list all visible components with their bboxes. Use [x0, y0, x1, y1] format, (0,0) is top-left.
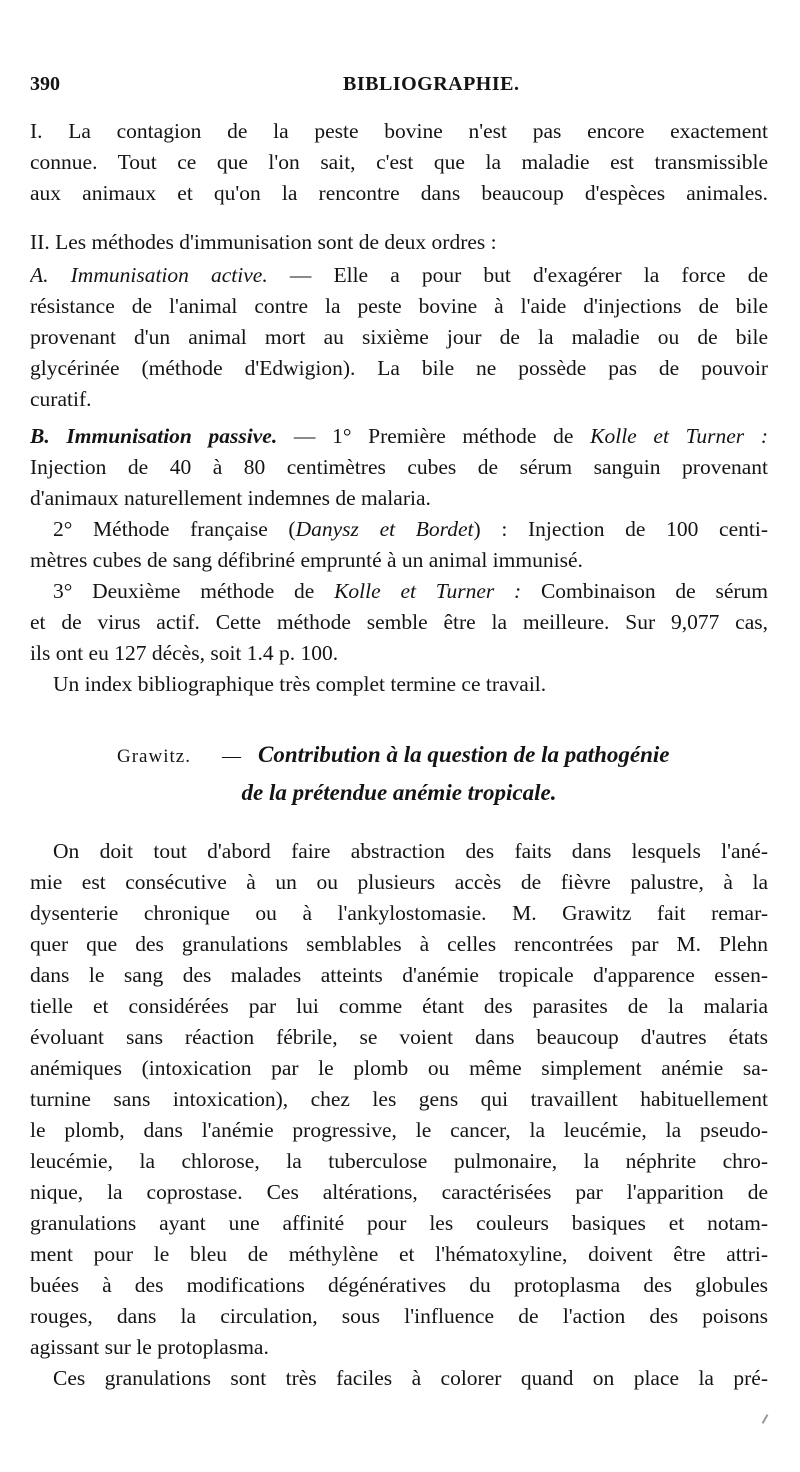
paragraph-line: On doit tout d'abord faire abstraction des faits dans lesquels l'ané- — [53, 839, 768, 863]
paragraph-line: le plomb, dans l'anémie progressive, le cancer, la leucémie, la pseudo- — [30, 1118, 768, 1142]
method2-first-line — [53, 514, 768, 544]
author-names: Kolle et Turner : — [590, 424, 768, 448]
paragraph-line: provenant d'un animal mort au sixième jour de la maladie ou de bile — [30, 325, 768, 349]
paragraph-line: curatif. — [30, 387, 92, 411]
paragraph-line: I. La contagion de la peste bovine n'est pas encore exactement — [30, 119, 768, 143]
immunisation-active-label: A. Immunisation active. — [30, 263, 268, 287]
paragraph-line: tielle et considérées par lui comme étant des parasites de la malaria — [30, 994, 768, 1018]
paragraph-line: glycérinée (méthode d'Edwigion). La bile ne possède pas de pouvoir — [30, 356, 768, 380]
paragraph-line: granulations ayant une affinité pour les couleurs basiques et notam- — [30, 1211, 768, 1235]
paragraph-line: buées à des modifications dégénératives du protoplasma des globules — [30, 1273, 768, 1297]
paragraph-line: mie est consécutive à un ou plusieurs accès de fièvre palustre, à la — [30, 870, 768, 894]
paragraph-line: connue. Tout ce que l'on sait, c'est que la maladie est transmissible — [30, 150, 768, 174]
paragraph-line: nique, la coprostase. Ces altérations, caractérisées par l'apparition de — [30, 1180, 768, 1204]
paragraph-line: évoluant sans réaction fébrile, se voient dans beaucoup d'autres états — [30, 1025, 768, 1049]
paragraph-line: ils ont eu 127 décès, soit 1.4 p. 100. — [30, 641, 339, 665]
article-author: Grawitz. — [117, 746, 191, 767]
paragraph-line: anémiques (intoxication par le plomb ou même simplement anémie sa- — [30, 1056, 768, 1080]
paragraph-line: rouges, dans la circulation, sous l'influence de l'action des poisons — [30, 1304, 768, 1328]
immunisation-passive-first-line — [30, 421, 768, 451]
paragraph-line: turnine sans intoxication), chez les gens qui travaillent habituellement — [30, 1087, 768, 1111]
method2-rest: ) : Injection de 100 centi- — [473, 517, 768, 541]
paragraph-line: aux animaux et qu'on la rencontre dans beaucoup d'espèces animales. — [30, 181, 768, 205]
author-names: Kolle et Turner : — [334, 579, 522, 603]
method3-rest: Combinaison de sérum — [521, 579, 768, 603]
paragraph-line: agissant sur le protoplasma. — [30, 1335, 269, 1359]
article-title-line2: de la prétendue anémie tropicale. — [241, 780, 557, 805]
page-header — [30, 73, 750, 103]
page-number: 390 — [30, 73, 60, 95]
paragraph-line: mètres cubes de sang défibriné emprunté à un animal immunisé. — [30, 548, 583, 572]
paragraph-line: dans le sang des malades atteints d'anémie tropicale d'apparence essen- — [30, 963, 768, 987]
paragraph-line: Injection de 40 à 80 centimètres cubes de sérum sanguin provenant — [30, 455, 768, 479]
paragraph-line: Ces granulations sont très faciles à colorer quand on place la pré- — [53, 1366, 768, 1390]
immunisation-active-first-line — [30, 260, 768, 290]
article-heading — [30, 742, 768, 780]
paragraph-line: et de virus actif. Cette méthode semble être la meilleure. Sur 9,077 cas, — [30, 610, 768, 634]
paragraph-line: d'animaux naturellement indemnes de malaria. — [30, 486, 431, 510]
paragraph-line: quer que des granulations semblables à celles rencontrées par M. Plehn — [30, 932, 768, 956]
paragraph-line: II. Les méthodes d'immunisation sont de deux ordres : — [30, 230, 497, 254]
heading-dash: — — [222, 746, 242, 767]
method3-first-line — [53, 576, 768, 606]
paragraph-line: ment pour le bleu de méthylène et l'hématoxyline, doivent être attri- — [30, 1242, 768, 1266]
author-names: Danysz et Bordet — [295, 517, 474, 541]
scan-mark — [762, 1414, 769, 1424]
paragraph-line: leucémie, la chlorose, la tuberculose pulmonaire, la néphrite chro- — [30, 1149, 768, 1173]
immunisation-active-text: — Elle a pour but d'exagérer la force de — [267, 263, 768, 287]
paragraph-line: dysenterie chronique ou à l'ankylostomasie. M. Grawitz fait remar- — [30, 901, 768, 925]
method2-lead: 2° Méthode française ( — [53, 517, 296, 541]
method3-lead: 3° Deuxième méthode de — [53, 579, 335, 603]
paragraph-line: Un index bibliographique très complet termine ce travail. — [53, 672, 547, 696]
immunisation-passive-text: — 1° Première méthode de — [277, 424, 591, 448]
running-head: BIBLIOGRAPHIE. — [343, 73, 520, 95]
article-title-line1: Contribution à la question de la pathogénie — [258, 742, 670, 767]
paragraph-line: résistance de l'animal contre la peste bovine à l'aide d'injections de bile — [30, 294, 768, 318]
immunisation-passive-label: B. Immunisation passive. — [30, 424, 278, 448]
